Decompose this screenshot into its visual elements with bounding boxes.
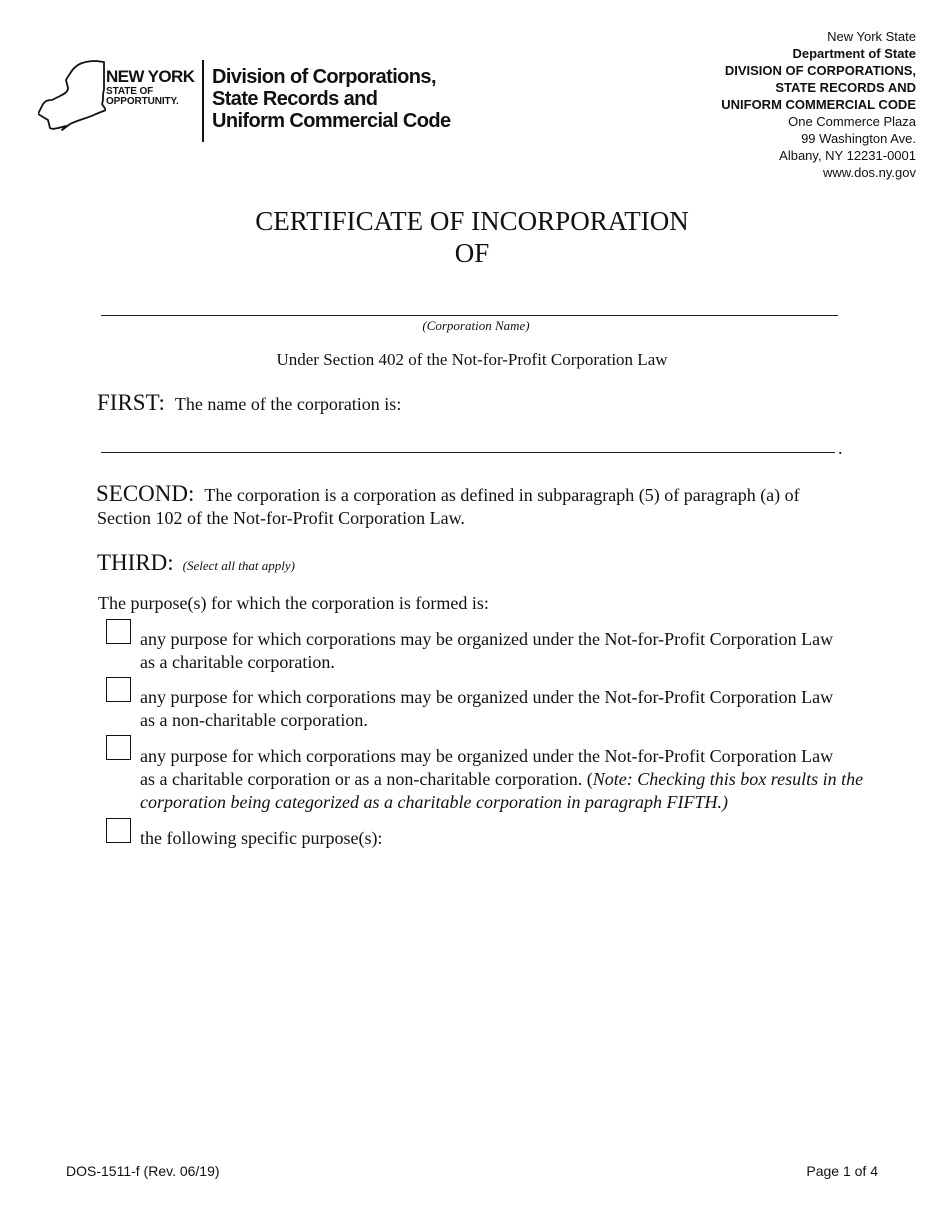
logo-division-name <box>212 66 450 132</box>
specific-purpose-text-area[interactable] <box>140 858 900 1128</box>
second-text-line1: The corporation is a corporation as defined in subparagraph (5) of paragraph (a) of <box>204 485 800 505</box>
option-3-note-end: corporation being categorized as a charitable corporation in paragraph FIFTH.) <box>140 792 728 812</box>
charitable-or-non-charitable-checkbox[interactable] <box>106 735 131 760</box>
option-3-line1: any purpose for which corporations may be organized under the Not-for-Profit Corporation Law <box>140 746 834 766</box>
logo-divider <box>202 60 204 142</box>
logo-state-of: STATE OF <box>106 86 154 97</box>
document-title-line2: OF <box>454 238 490 268</box>
first-period: . <box>838 438 843 458</box>
logo-opportunity: OPPORTUNITY. <box>106 96 179 107</box>
second-text-line2: Section 102 of the Not-for-Profit Corporation Law. <box>97 508 465 528</box>
option-2-line1: any purpose for which corporations may be organized under the Not-for-Profit Corporation Law <box>140 687 834 707</box>
option-3-line3 <box>140 791 900 814</box>
option-1-line1: any purpose for which corporations may be organized under the Not-for-Profit Corporation Law <box>140 629 834 649</box>
agency-address <box>721 28 916 181</box>
form-id: DOS-1511-f (Rev. 06/19) <box>66 1163 220 1179</box>
second-label: SECOND: <box>96 481 195 506</box>
charitable-purpose-checkbox[interactable] <box>106 619 131 644</box>
address-street-1: One Commerce Plaza <box>788 114 916 129</box>
second-paragraph <box>96 481 800 507</box>
option-non-charitable-text <box>140 686 900 732</box>
logo-division-line2: State Records and <box>212 88 378 110</box>
address-state: New York State <box>827 29 916 44</box>
option-3-line2 <box>140 768 900 791</box>
address-division-2: STATE RECORDS AND <box>775 80 916 95</box>
document-title-line1: CERTIFICATE OF INCORPORATION <box>255 206 689 236</box>
corporation-name-input-line[interactable] <box>101 452 835 453</box>
option-3-note-start: Note: Checking this box results in the <box>592 769 864 789</box>
logo-new-york: NEW YORK <box>106 67 195 86</box>
third-intro: The purpose(s) for which the corporation is formed is: <box>98 593 489 613</box>
address-city: Albany, NY 12231-0001 <box>779 148 916 163</box>
corporation-name-caption: (Corporation Name) <box>422 318 530 333</box>
address-department: Department of State <box>792 46 916 61</box>
specific-purpose-checkbox[interactable] <box>106 818 131 843</box>
first-label: FIRST: <box>97 390 165 415</box>
address-division-3: UNIFORM COMMERCIAL CODE <box>721 97 916 112</box>
corporation-name-field[interactable] <box>101 315 838 316</box>
option-both-text <box>140 745 900 814</box>
logo-division-line3: Uniform Commercial Code <box>212 110 451 132</box>
option-3-line2-text: as a charitable corporation or as a non-charitable corporation. ( <box>140 769 593 789</box>
statute-subtitle: Under Section 402 of the Not-for-Profit Corporation Law <box>276 350 668 369</box>
page-number: Page 1 of 4 <box>806 1163 878 1179</box>
third-hint: (Select all that apply) <box>182 558 295 573</box>
first-paragraph <box>97 390 401 416</box>
new-york-state-outline-icon <box>38 58 106 134</box>
non-charitable-purpose-checkbox[interactable] <box>106 677 131 702</box>
address-website: www.dos.ny.gov <box>823 165 916 180</box>
option-2-line2: as a non-charitable corporation. <box>140 710 368 730</box>
nys-dos-logo <box>38 56 468 148</box>
address-street-2: 99 Washington Ave. <box>801 131 916 146</box>
logo-division-line1: Division of Corporations, <box>212 66 436 88</box>
address-division-1: DIVISION OF CORPORATIONS, <box>724 63 916 78</box>
option-charitable-text <box>140 628 900 674</box>
first-text: The name of the corporation is: <box>174 394 402 414</box>
option-1-line2: as a charitable corporation. <box>140 652 335 672</box>
third-heading <box>97 550 295 576</box>
option-specific-text: the following specific purpose(s): <box>140 828 383 848</box>
third-label: THIRD: <box>97 550 174 575</box>
